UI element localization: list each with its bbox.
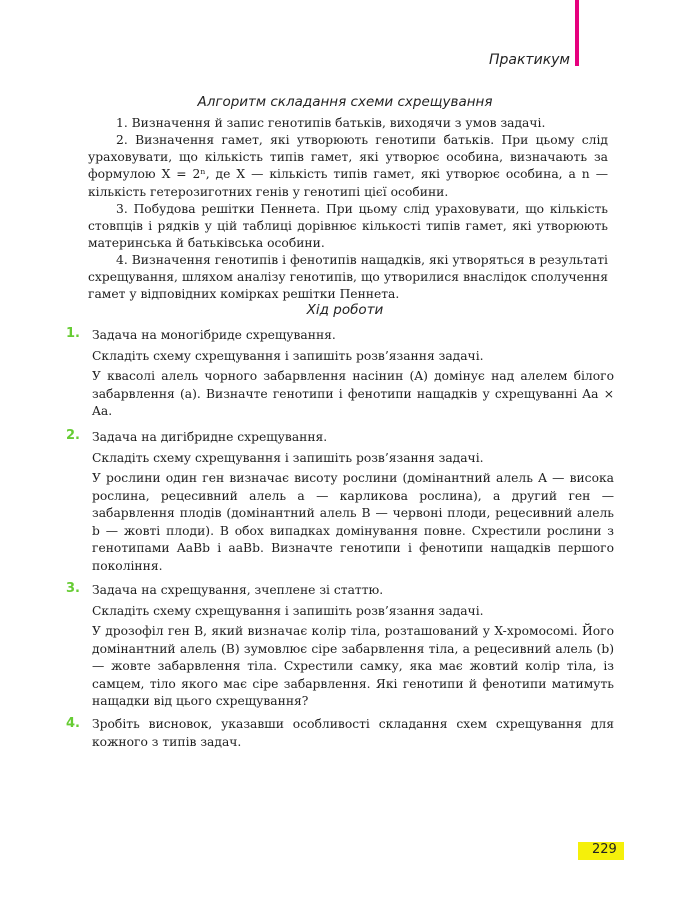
task-body: У дрозофіл ген B, який визначає колір тіла, розташований у X-хромосомі. Його домінантний алель (B) зумовлює сіре забарвлення тіла, а рецесивний алель (b) — жовте забарвлення тіла. Схрестили самку, яка має жовтий колір тіла, із самцем, тіло якого має сіре забарвлення. Які генотипи й фенотипи матимуть нащадки від цього схрещування? — [92, 624, 614, 709]
task-body: У квасолі алель чорного забарвлення насінин (A) домінує над алелем білого забарвлення (a). Визначте генотипи і фенотипи нащадків у схрещуванні Aa × Aa. — [92, 369, 614, 419]
task-instruction: Складіть схему схрещування і запишіть розв’язання задачі. — [92, 349, 484, 363]
procedure-title: Хід роботи — [306, 302, 384, 318]
task-heading: Задача на моногібриде схрещування. — [92, 328, 336, 342]
page-number: 229 — [592, 842, 617, 857]
section-header-label: Практикум — [488, 52, 570, 68]
task-body: У рослини один ген визначає висоту рослини (домінантний алель A — висока рослина, рецесивний алель a — карликова рослина), а другий ген — забарвлення плодів (домінантний алель B — червоні плоди, рецесивний алель b — жовті плоди). В обох випадках домінування повне. Схрестили рослини з генотипами AaBb і aaBb. Визначте генотипи і фенотипи нащадків першого покоління. — [92, 471, 614, 573]
task-number: 1. — [66, 326, 80, 341]
task-number: 4. — [66, 716, 80, 731]
algorithm-step-4: 4. Визначення генотипів і фенотипів нащадків, які утворяться в результаті схрещування, шляхом аналізу генотипів, що утворилися внаслідок сполучення гамет у відповідних комірках решітки Пеннета. — [88, 253, 608, 302]
task-heading: Задача на дигібридне схрещування. — [92, 430, 328, 444]
algorithm-title: Алгоритм складання схеми схрещування — [197, 94, 493, 110]
task-number: 2. — [66, 428, 80, 443]
header-accent-bar — [575, 0, 579, 66]
task-number: 3. — [66, 581, 80, 596]
algorithm-step-2: 2. Визначення гамет, які утворюють генотипи батьків. При цьому слід ураховувати, що кількість типів гамет, які утворює особина, визначають за формулою X = 2ⁿ, де X — кількість типів гамет, які утворює особина, а n — кількість гетерозиготних генів у генотипі цієї особини. — [88, 133, 608, 199]
task-instruction: Складіть схему схрещування і запишіть розв’язання задачі. — [92, 451, 484, 465]
task-heading: Задача на схрещування, зчеплене зі статтю. — [92, 583, 384, 597]
task-heading: Зробіть висновок, указавши особливості складання схем схрещування для кожного з типів задач. — [92, 717, 614, 749]
algorithm-step-3: 3. Побудова решітки Пеннета. При цьому слід ураховувати, що кількість стовпців і рядків у цій таблиці дорівнює кількості типів гамет, які утворюють материнська й батьківська особини. — [88, 202, 608, 251]
algorithm-step-1: 1. Визначення й запис генотипів батьків, виходячи з умов задачі. — [116, 116, 546, 130]
task-instruction: Складіть схему схрещування і запишіть розв’язання задачі. — [92, 604, 484, 618]
